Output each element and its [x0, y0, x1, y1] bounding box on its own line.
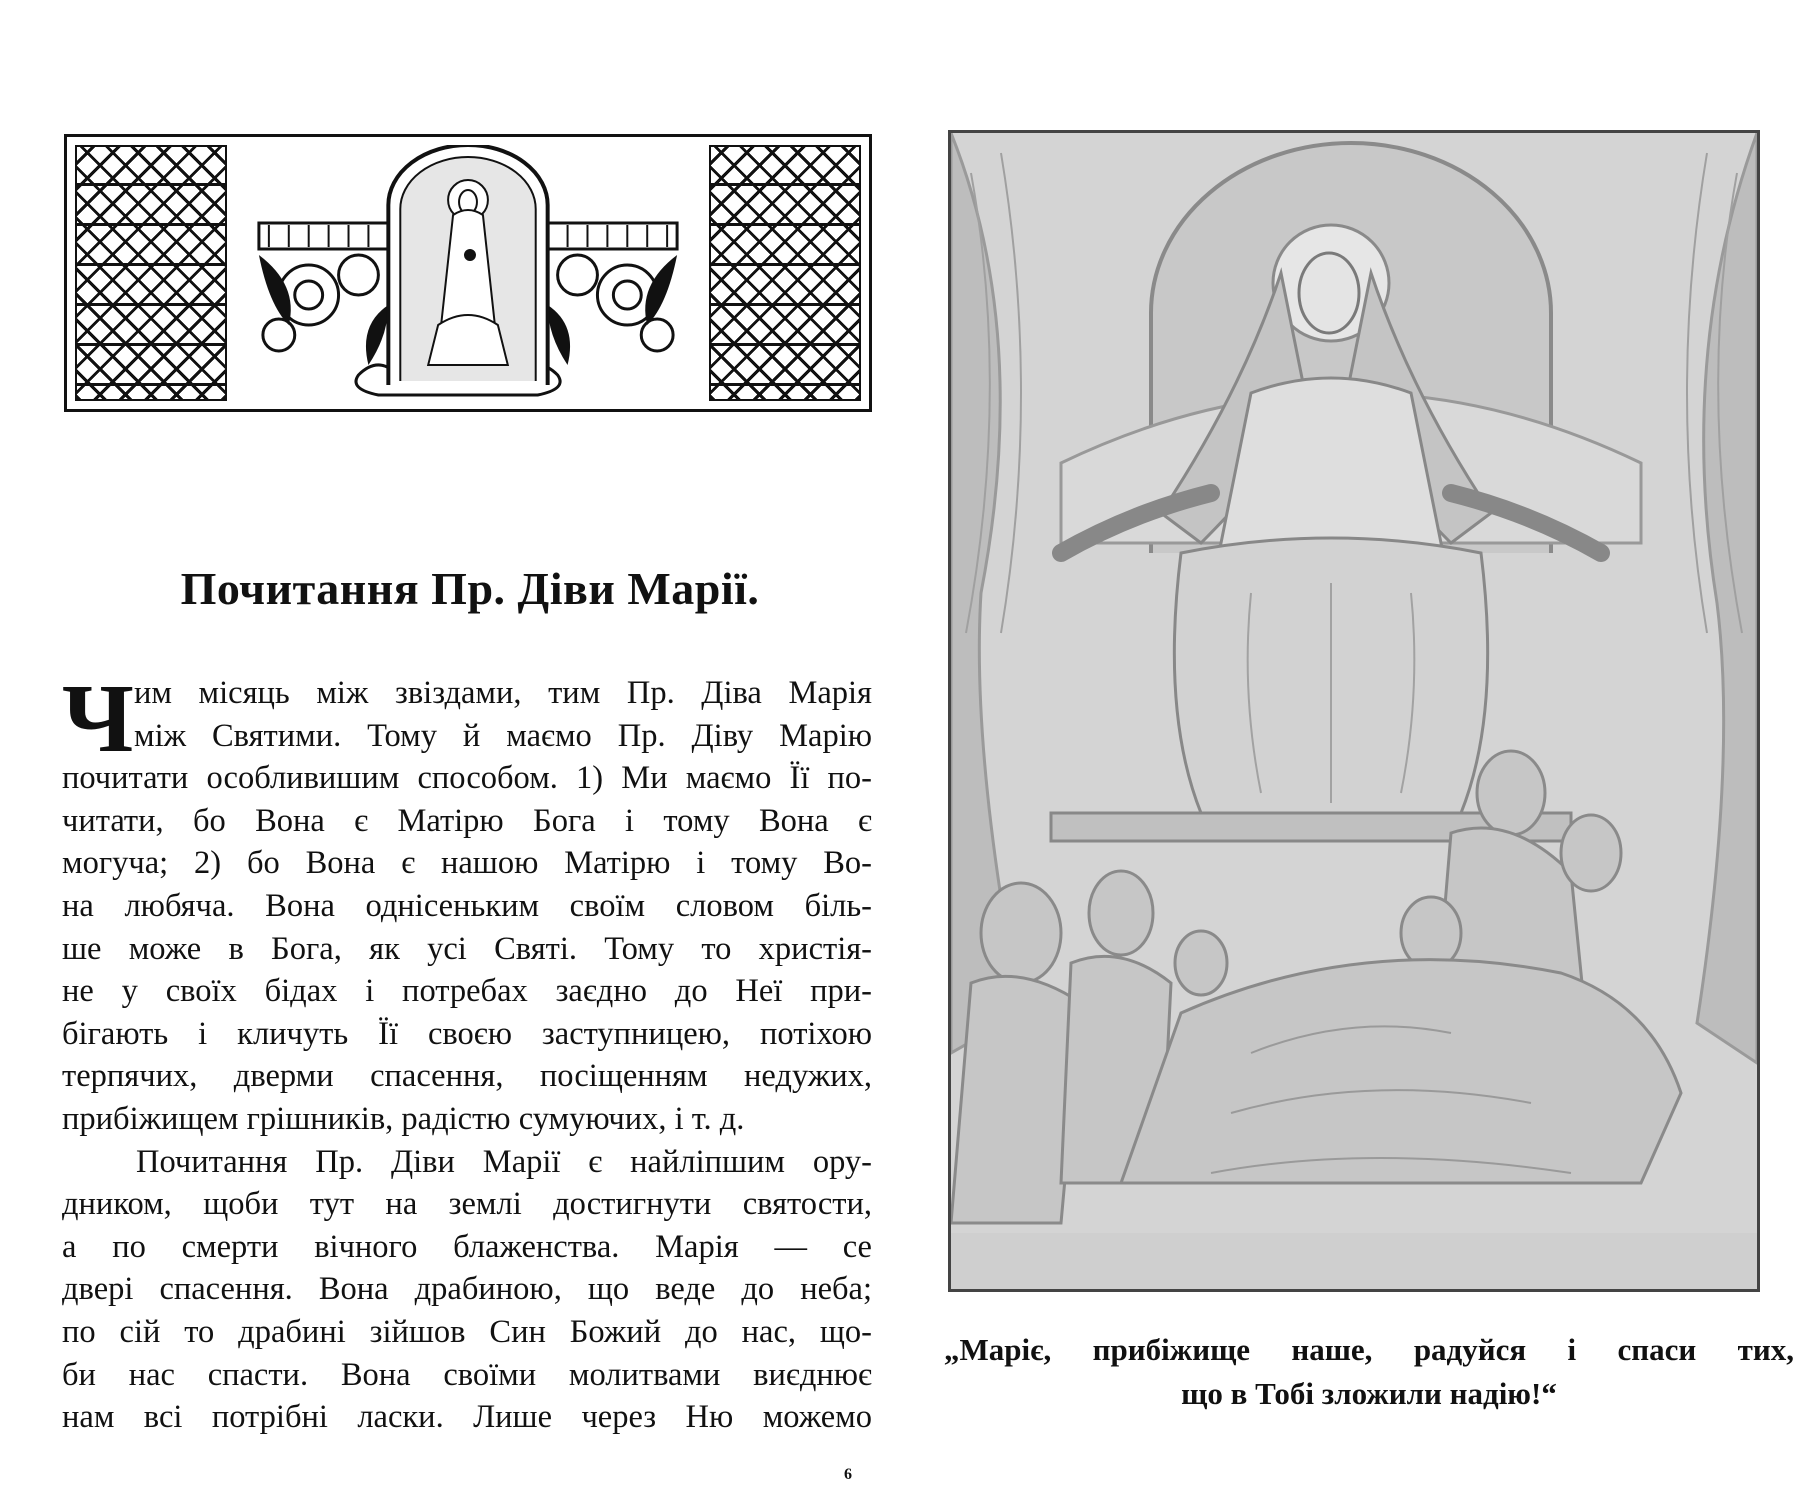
- text-line: прибіжищем грішників, радістю сумуючих, і т. д.: [62, 1100, 745, 1137]
- page-number: 6: [844, 1466, 852, 1483]
- text-line: почитати особливишим способом. 1) Ми маємо Її по-: [62, 760, 872, 797]
- madonna-vignette: [239, 145, 697, 401]
- text-line: Почитання Пр. Діви Марії є найліпшим ору-: [136, 1143, 872, 1180]
- text-line: по сій то драбині зійшов Син Божий до нас, що-: [62, 1313, 872, 1350]
- left-page: [0, 0, 900, 1500]
- text-line: им місяць між звіздами, тим Пр. Діва Марія: [134, 675, 872, 711]
- right-ornament-panel: [709, 145, 861, 401]
- body-text: [62, 665, 872, 1439]
- illustration-caption: [944, 1328, 1794, 1416]
- text-line: не у своїх бідах і потребах заєдно до Неї при-: [62, 973, 872, 1010]
- text-line: могуча; 2) бо Вона є нашою Матірю і тому Во-: [62, 845, 872, 882]
- text-line: би нас спасти. Вона своїми молитвами виєднює: [62, 1356, 872, 1393]
- text-line: бігають і кличуть Її своєю заступницею, потіхою: [62, 1015, 872, 1052]
- text-line: а по смерти вічного блаженства. Марія — се: [62, 1228, 872, 1265]
- drop-cap: Ч: [62, 665, 134, 773]
- text-line: читати, бо Вона є Матірю Бога і тому Вона є: [62, 802, 872, 839]
- text-line: між Святими. Тому й маємо Пр. Діву Марію: [134, 717, 872, 754]
- caption-line: „Маріє, прибіжище наше, радуйся і спаси тих,: [944, 1332, 1794, 1367]
- page-title: Почитання Пр. Діви Марії.: [180, 563, 760, 614]
- text-line: нам всі потрібні ласки. Лише через Ню можемо: [62, 1399, 872, 1436]
- caption-line: що в Тобі зложили надію!“: [1181, 1376, 1557, 1411]
- text-line: терпячих, дверми спасення, посіщенням недужих,: [62, 1058, 872, 1095]
- text-line: на любяча. Вона однісеньким своїм словом біль-: [62, 887, 872, 924]
- header-ornament: [64, 134, 872, 412]
- madonna-illustration: [948, 130, 1760, 1292]
- text-line: ше може в Бога, як усі Святі. Тому то христія-: [62, 930, 872, 967]
- left-ornament-panel: [75, 145, 227, 401]
- text-line: двері спасення. Вона драбиною, що веде до неба;: [62, 1271, 872, 1308]
- text-line: дником, щоби тут на землі достигнути святости,: [62, 1186, 872, 1223]
